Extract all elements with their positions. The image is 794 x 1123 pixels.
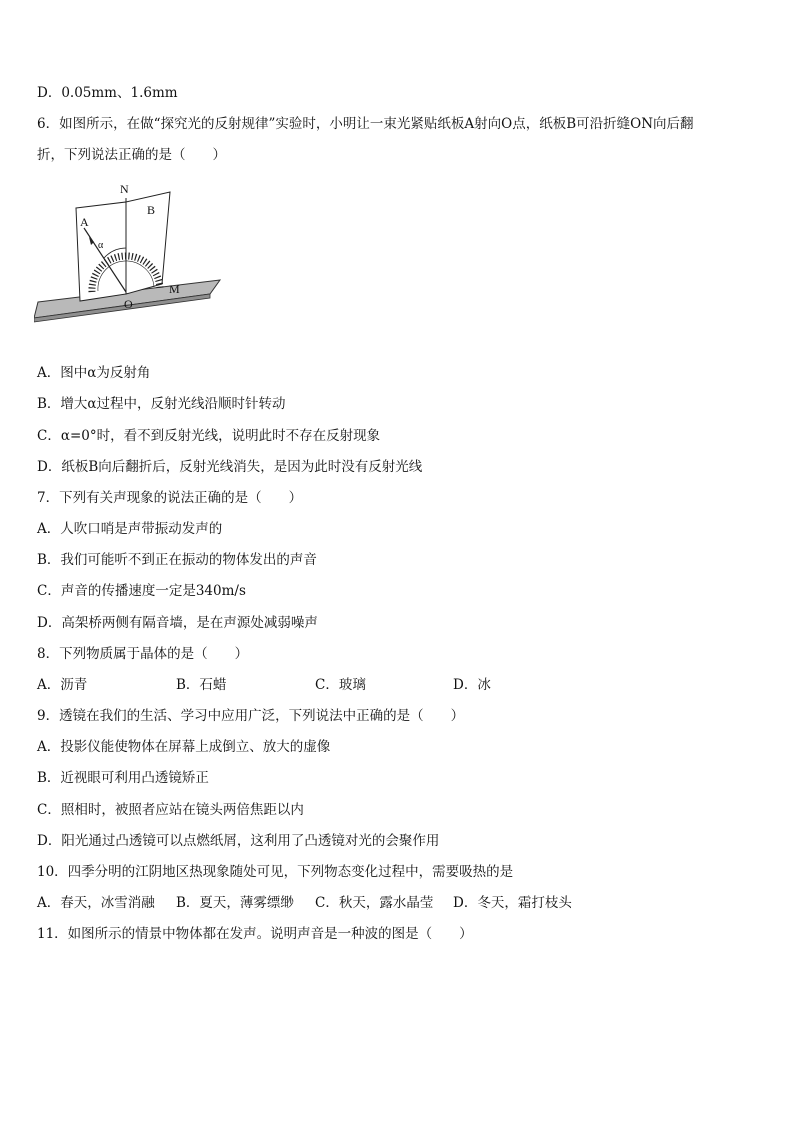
q10-option-c: C．秋天，露水晶莹 (315, 895, 434, 911)
q9-option-d: D．阳光通过凸透镜可以点燃纸屑，这利用了凸透镜对光的会聚作用 (37, 833, 440, 849)
q9-option-a: A．投影仪能使物体在屏幕上成倒立、放大的虚像 (37, 739, 331, 755)
q8-option-a: A．沥青 (37, 677, 88, 693)
q7-option-d: D．高架桥两侧有隔音墙，是在声源处减弱噪声 (37, 615, 318, 631)
q6-option-b: B．增大α过程中，反射光线沿顺时针转动 (37, 396, 286, 412)
q7-option-a: A．人吹口哨是声带振动发声的 (37, 521, 223, 537)
q10-option-b: B．夏天，薄雾缥缈 (176, 895, 294, 911)
label-o: O (124, 297, 133, 311)
q8-option-b: B．石蜡 (176, 677, 227, 693)
label-alpha: α (98, 240, 104, 251)
q6-option-d: D．纸板B向后翻折后，反射光线消失，是因为此时没有反射光线 (37, 459, 423, 475)
q9-option-c: C．照相时，被照者应站在镜头两倍焦距以内 (37, 802, 304, 818)
label-m: M (169, 282, 180, 296)
label-a: A (80, 215, 89, 229)
q6-stem-line1: 6．如图所示，在做“探究光的反射规律”实验时，小明让一束光紧贴纸板A射向O点，纸板B可沿折缝ON向后翻 (37, 116, 694, 132)
q7-stem: 7．下列有关声现象的说法正确的是（ ） (37, 490, 303, 506)
q6-stem-line2: 折，下列说法正确的是（ ） (37, 147, 226, 163)
q6-option-a: A．图中α为反射角 (37, 365, 151, 381)
reflection-experiment-figure (34, 176, 224, 342)
q11-stem: 11．如图所示的情景中物体都在发声。说明声音是一种波的图是（ ） (37, 926, 473, 942)
q10-option-d: D．冬天，霜打枝头 (453, 895, 572, 911)
q7-option-c: C．声音的传播速度一定是340m/s (37, 583, 246, 599)
q8-stem: 8．下列物质属于晶体的是（ ） (37, 646, 249, 662)
q10-option-a: A．春天，冰雪消融 (37, 895, 155, 911)
q8-option-d: D．冰 (453, 677, 491, 693)
label-n: N (120, 182, 129, 196)
q7-option-b: B．我们可能听不到正在振动的物体发出的声音 (37, 552, 317, 568)
q8-option-c: C．玻璃 (315, 677, 366, 693)
q9-stem: 9．透镜在我们的生活、学习中应用广泛，下列说法中正确的是（ ） (37, 708, 465, 724)
q9-option-b: B．近视眼可利用凸透镜矫正 (37, 770, 209, 786)
q10-stem: 10．四季分明的江阴地区热现象随处可见，下列物态变化过程中，需要吸热的是 (37, 864, 514, 880)
q6-option-c: C．α=0°时，看不到反射光线，说明此时不存在反射现象 (37, 428, 381, 444)
q5-option-d: D．0.05mm、1.6mm (37, 85, 178, 101)
label-b: B (147, 203, 156, 217)
